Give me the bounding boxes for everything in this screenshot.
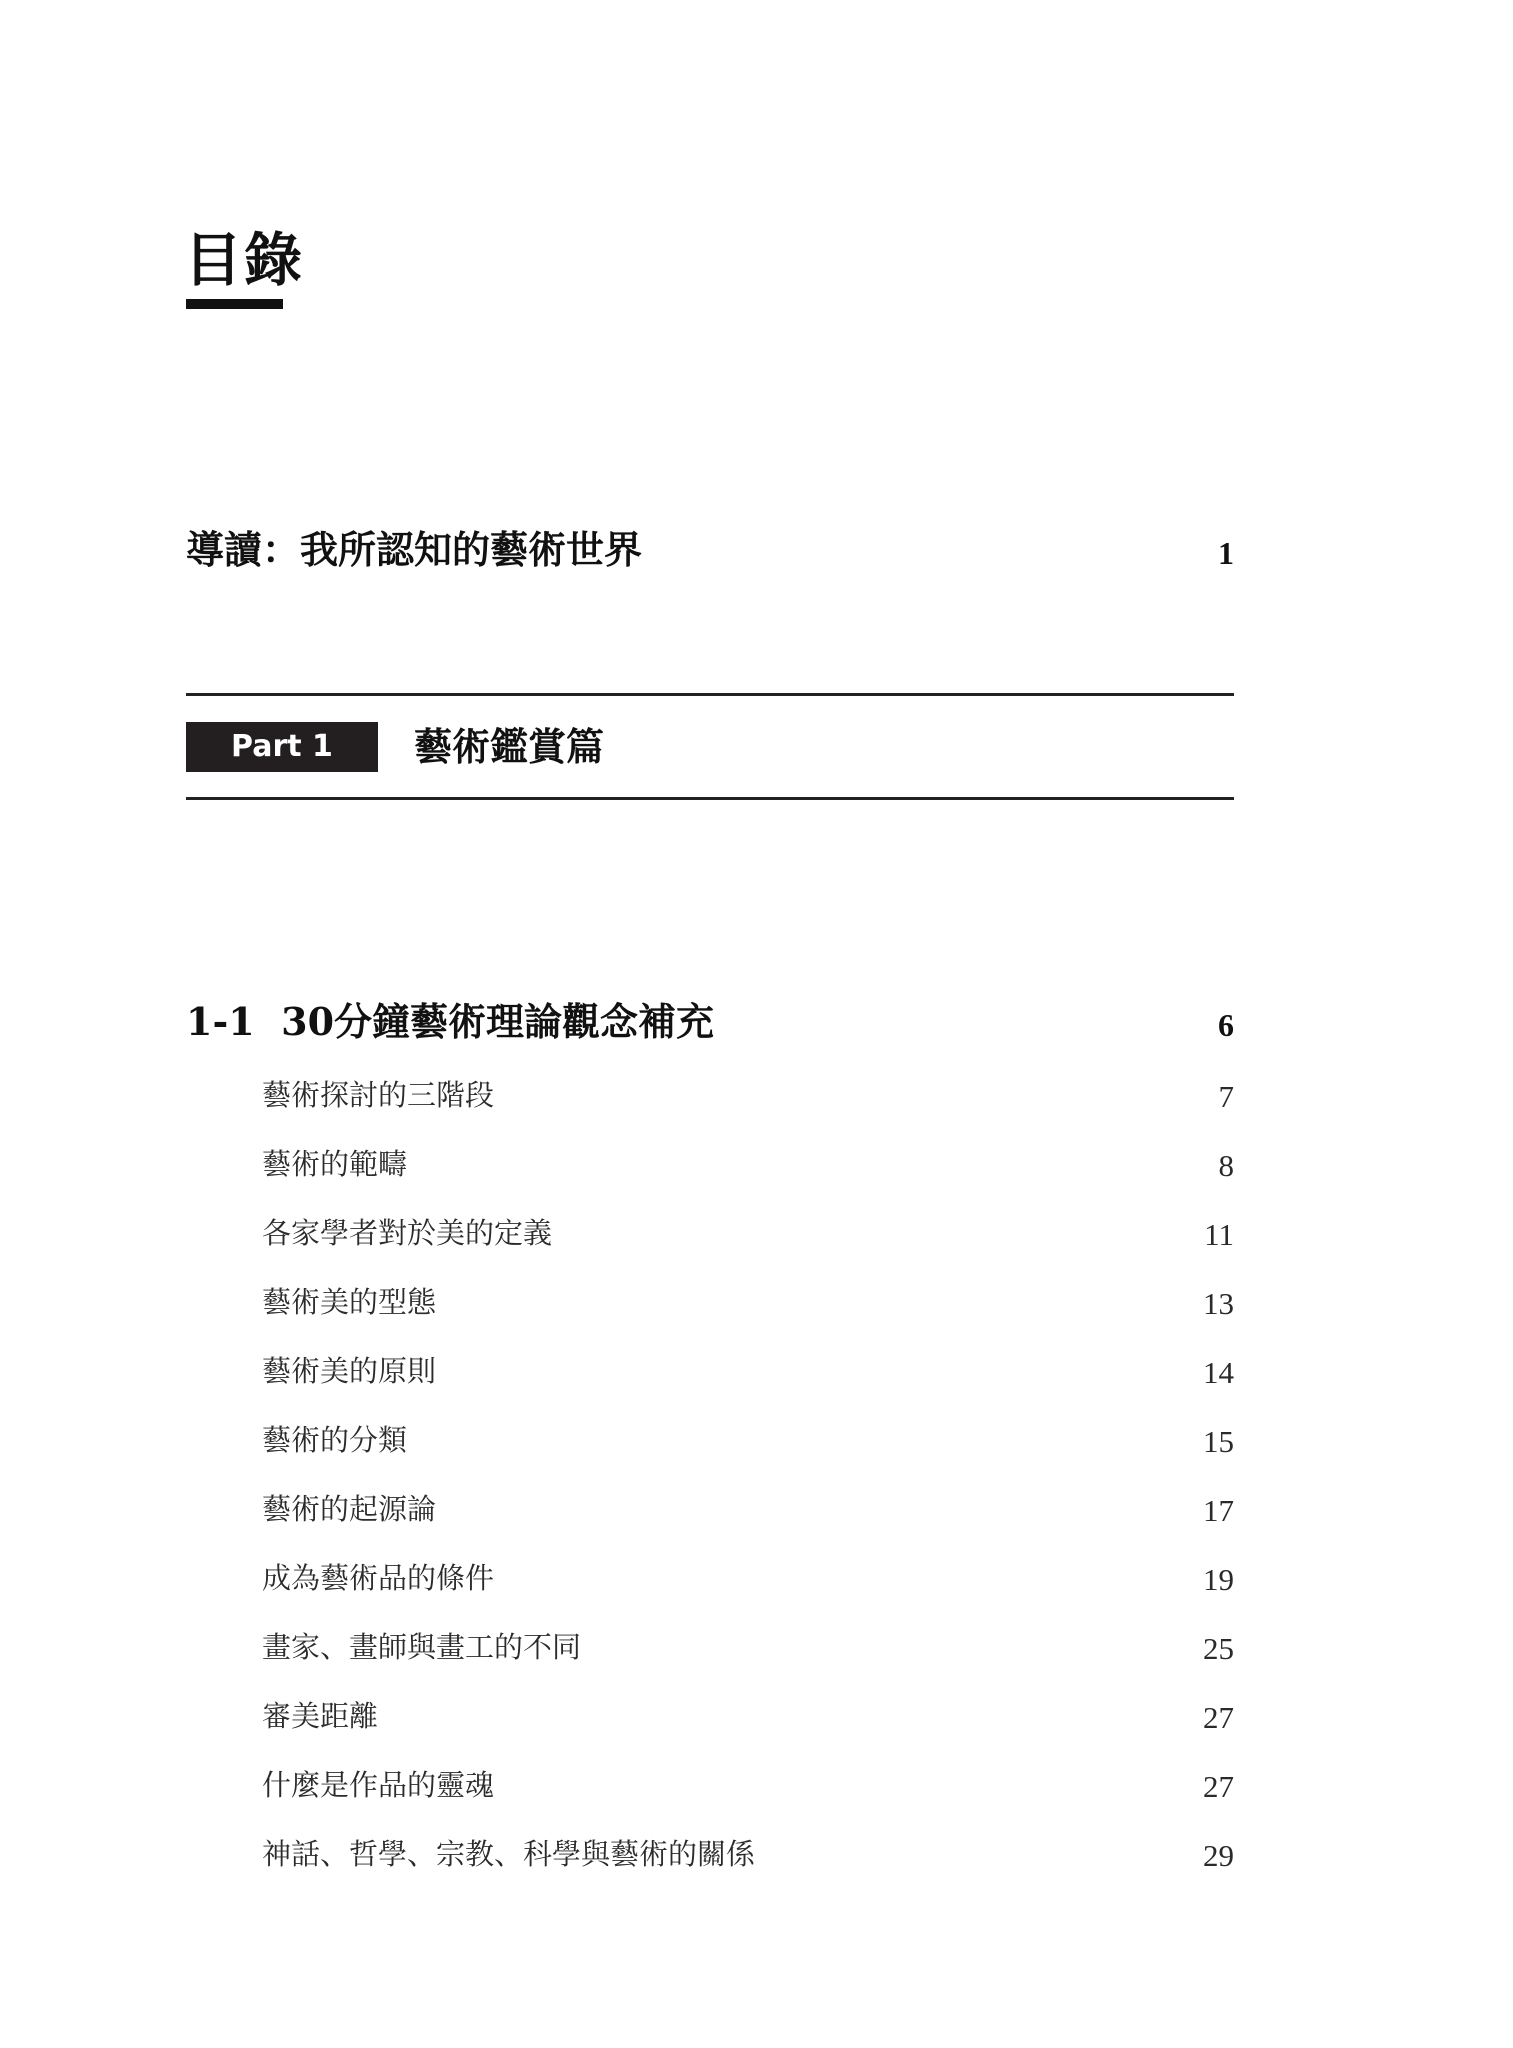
section-title: 藝術的分類 <box>262 1423 408 1457</box>
section-title: 藝術探討的三階段 <box>262 1078 495 1112</box>
section-title: 審美距離 <box>262 1699 379 1733</box>
section-title: 各家學者對於美的定義 <box>262 1216 553 1250</box>
chapter-number: 1-1 <box>186 999 255 1044</box>
toc-page-number: 29 <box>1203 1838 1234 1873</box>
toc-page-number: 27 <box>1203 1769 1234 1804</box>
section-title: 神話、哲學、宗教、科學與藝術的關係 <box>262 1837 756 1871</box>
toc-page-number: 27 <box>1203 1700 1234 1735</box>
toc-page-number: 6 <box>1218 1007 1234 1043</box>
toc-page-number: 17 <box>1203 1493 1234 1528</box>
toc-page-number: 25 <box>1203 1631 1234 1666</box>
toc-page-number: 1 <box>1218 535 1234 571</box>
toc-entry-section[interactable] <box>262 1064 1234 1133</box>
toc-entry-section[interactable] <box>262 1823 1234 1892</box>
toc-page-number: 7 <box>1218 1079 1234 1114</box>
title-underline <box>186 299 283 309</box>
toc-page-number: 14 <box>1203 1355 1234 1390</box>
chapter-heading <box>186 992 714 1052</box>
part-label-badge: Part 1 <box>186 722 378 772</box>
toc-entry-section[interactable] <box>262 1271 1234 1340</box>
toc-entry-section[interactable] <box>262 1547 1234 1616</box>
toc-entry-section[interactable] <box>262 1340 1234 1409</box>
toc-entry-chapter[interactable] <box>186 992 1234 1052</box>
toc-page-number: 8 <box>1218 1148 1234 1183</box>
toc-entry-section[interactable] <box>262 1754 1234 1823</box>
toc-entry-section[interactable] <box>262 1478 1234 1547</box>
toc-page-number: 11 <box>1204 1217 1234 1252</box>
section-title: 藝術美的原則 <box>262 1354 437 1388</box>
toc-entry-section[interactable] <box>262 1409 1234 1478</box>
section-title: 藝術的範疇 <box>262 1147 408 1181</box>
section-title: 藝術美的型態 <box>262 1285 437 1319</box>
section-title: 藝術的起源論 <box>262 1492 437 1526</box>
toc-page-number: 13 <box>1203 1286 1234 1321</box>
toc-page-number: 19 <box>1203 1562 1234 1597</box>
section-list <box>262 1064 1234 1892</box>
toc-page-number: 15 <box>1203 1424 1234 1459</box>
section-title: 成為藝術品的條件 <box>262 1561 495 1595</box>
part-divider-top <box>186 693 1234 696</box>
chapter-title: 30分鐘藝術理論觀念補充 <box>281 999 715 1044</box>
page-title: 目錄 <box>184 226 305 294</box>
part-divider-bottom <box>186 797 1234 800</box>
toc-entry-title: 導讀：我所認知的藝術世界 <box>186 527 643 572</box>
section-title: 畫家、畫師與畫工的不同 <box>262 1630 582 1664</box>
toc-entry-section[interactable] <box>262 1616 1234 1685</box>
part-title: 藝術鑑賞篇 <box>414 724 605 769</box>
section-title: 什麼是作品的靈魂 <box>262 1768 495 1802</box>
toc-entry-intro[interactable] <box>186 520 1234 580</box>
toc-entry-section[interactable] <box>262 1133 1234 1202</box>
toc-entry-section[interactable] <box>262 1202 1234 1271</box>
toc-entry-section[interactable] <box>262 1685 1234 1754</box>
